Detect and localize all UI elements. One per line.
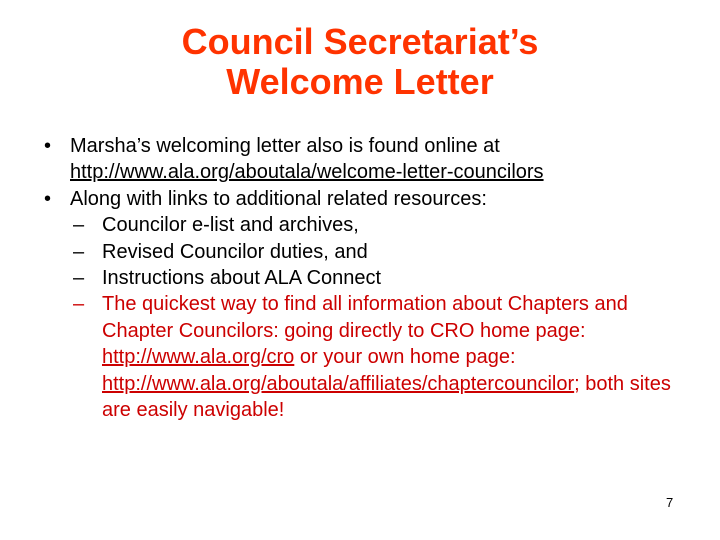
- cro-link[interactable]: http://www.ala.org/cro: [102, 346, 295, 369]
- slide-body: [40, 133, 700, 423]
- sub-bullet-text: Councilor e-list and archives,: [102, 214, 359, 237]
- dash-icon: –: [73, 240, 85, 263]
- bullet-icon: •: [44, 187, 52, 210]
- bullet-text: Marsha’s welcoming letter also is found online at: [70, 135, 500, 157]
- sub-bullet-item: [40, 239, 700, 265]
- dash-icon: –: [73, 214, 85, 237]
- sub-bullet-text: Instructions about ALA Connect: [102, 267, 382, 290]
- title-line-1: Council Secretariat’s: [181, 21, 539, 62]
- slide-title: [0, 22, 720, 102]
- title-line-2: Welcome Letter: [226, 61, 494, 102]
- dash-icon: –: [73, 293, 85, 316]
- dash-icon: –: [73, 267, 85, 290]
- page-number: 7: [666, 495, 674, 510]
- bullet-icon: •: [44, 135, 52, 157]
- highlight-text-2: or your own home page:: [294, 346, 516, 369]
- sub-bullet-item: [40, 265, 700, 291]
- chapter-councilor-link[interactable]: http://www.ala.org/aboutala/affiliates/chaptercouncilor: [102, 372, 575, 395]
- sub-bullet-text: Revised Councilor duties, and: [102, 240, 368, 263]
- welcome-letter-link[interactable]: http://www.ala.org/aboutala/welcome-letter-councilors: [70, 161, 544, 184]
- highlight-text-3: ; both sites are easily navigable!: [102, 372, 671, 422]
- bullet-item: [40, 186, 700, 212]
- bullet-text: Along with links to additional related resources:: [70, 187, 487, 210]
- sub-bullet-item-highlight: [40, 291, 700, 423]
- highlight-text-1: The quickest way to find all information about Chapters and Chapter Councilors: going directly to CRO home page:: [102, 293, 628, 342]
- bullet-item: [40, 133, 700, 186]
- sub-bullet-item: [40, 212, 700, 238]
